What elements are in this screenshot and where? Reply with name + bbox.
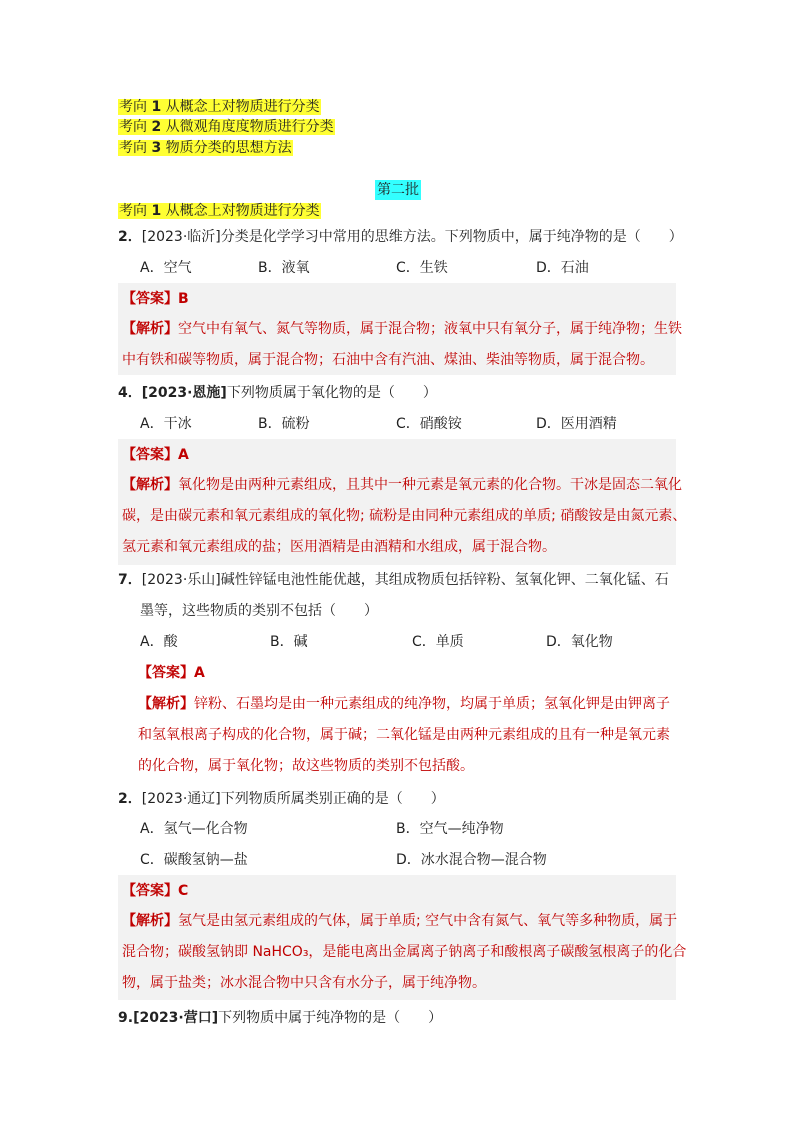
- question-3-answer: 【答案】A: [138, 665, 205, 681]
- question-1-stem: 2．[2023·临沂]分类是化学学习中常用的思维方法。下列物质中，属于纯净物的是（ ）: [118, 229, 683, 245]
- option-a: A．空气: [140, 260, 192, 276]
- answer: 【答案】B: [122, 291, 189, 307]
- option-c: C．生铁: [396, 260, 448, 276]
- topic-1: 考向 1 从概念上对物质进行分类: [119, 99, 320, 115]
- option-b: B．硫粉: [258, 416, 310, 432]
- question-3-stem: 7．[2023·乐山]碱性锌锰电池性能优越，其组成物质包括锌粉、氢氧化钾、二氧化锰、石: [118, 572, 669, 588]
- topic-3: 考向 3 物质分类的思想方法: [119, 140, 292, 156]
- option-b: B．碱: [270, 634, 308, 650]
- topic-2: 考向 2 从微观角度度物质进行分类: [119, 119, 334, 135]
- option-d: D．冰水混合物—混合物: [396, 852, 547, 868]
- question-2-stem: 4．[2023·恩施]下列物质属于氧化物的是（ ）: [118, 385, 437, 401]
- question-1-solution-box: [118, 283, 682, 375]
- option-d: D．氧化物: [546, 634, 613, 650]
- question-4-stem: 2．[2023·通辽]下列物质所属类别正确的是（ ）: [118, 791, 445, 807]
- section-topic: 考向 1 从概念上对物质进行分类: [119, 203, 320, 219]
- analysis: 【解析】空气中有氧气、氮气等物质，属于混合物；液氧中只有氧分子，属于纯净物；生铁 中有铁和碳等物质，属于混合物；石油中含有汽油、煤油、柴油等物质，属于混合物。: [122, 321, 682, 368]
- question-4-solution-box: [118, 875, 687, 1000]
- answer: 【答案】A: [122, 447, 189, 463]
- option-b: B．空气—纯净物: [396, 821, 504, 837]
- batch-title: 第二批: [377, 182, 419, 198]
- analysis: 【解析】氧化物是由两种元素组成，且其中一种元素是氧元素的化合物。干冰是固态二氧化 碳，是由碳元素和氧元素组成的氧化物; 硫粉是由同种元素组成的单质; 硝酸铵是由氮元素、 氢元素和氧元素组成的盐；医用酒精是由酒精和水组成，属于混合物。: [122, 477, 687, 555]
- option-c: C．单质: [412, 634, 464, 650]
- answer: 【答案】C: [122, 883, 189, 899]
- question-3-stem-cont: 墨等，这些物质的类别不包括（ ）: [140, 603, 378, 619]
- option-a: A．干冰: [140, 416, 192, 432]
- option-b: B．液氧: [258, 260, 310, 276]
- question-5-stem: 9.[2023·营口]下列物质中属于纯净物的是（ ）: [118, 1010, 443, 1026]
- option-a: A．氢气—化合物: [140, 821, 248, 837]
- option-d: D．医用酒精: [536, 416, 617, 432]
- option-c: C．硝酸铵: [396, 416, 462, 432]
- question-2-solution-box: [118, 439, 687, 565]
- option-d: D．石油: [536, 260, 589, 276]
- analysis: 【解析】氢气是由氢元素组成的气体，属于单质; 空气中含有氮气、氧气等多种物质，属于 混合物；碳酸氢钠即 NaHCO₃，是能电离出金属离子钠离子和酸根离子碳酸氢根离子的化合 物，属于盐类；冰水混合物中只含有水分子，属于纯净物。: [122, 913, 687, 991]
- question-3-analysis: 【解析】锌粉、石墨均是由一种元素组成的纯净物，均属于单质；氢氧化钾是由钾离子 和氢氧根离子构成的化合物，属于碱；二氧化锰是由两种元素组成的且有一种是氧元素 的化合物，属于氧化物；故这些物质的类别不包括酸。: [138, 696, 670, 774]
- option-a: A．酸: [140, 634, 178, 650]
- option-c: C．碳酸氢钠—盐: [140, 852, 248, 868]
